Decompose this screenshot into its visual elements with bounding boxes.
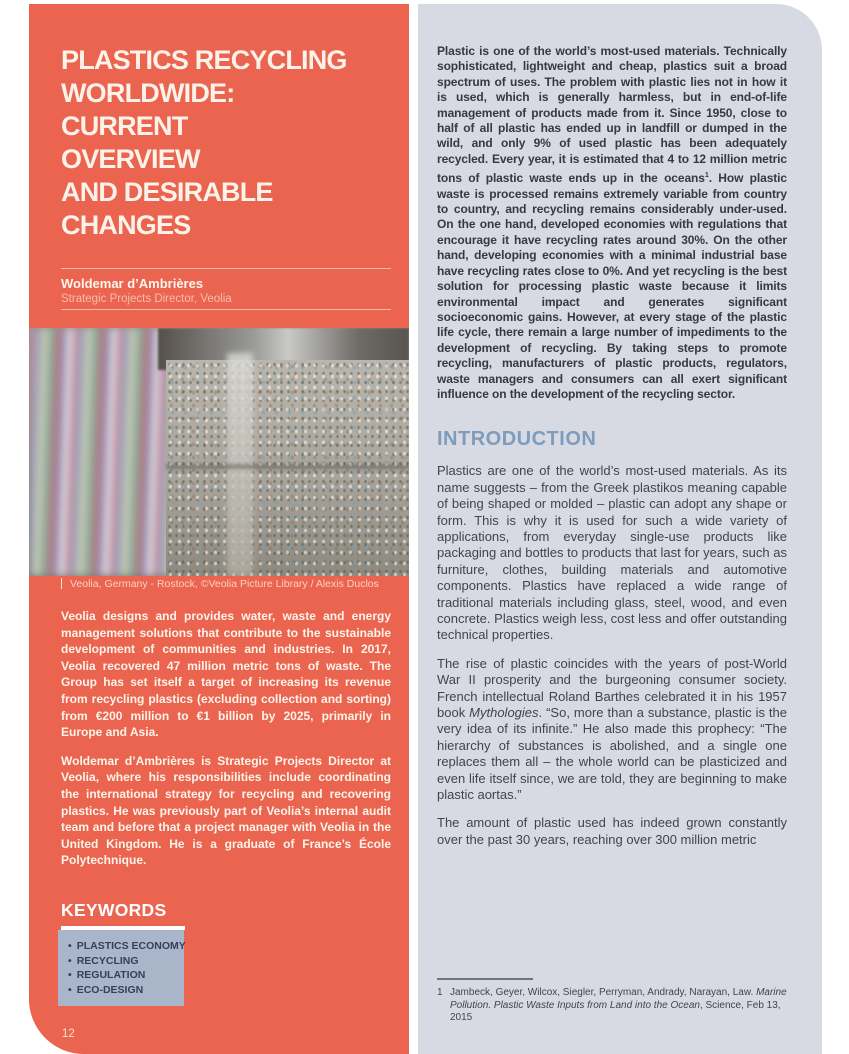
bio-paragraph-2: Woldemar d’Ambrières is Strategic Projects Director at Veolia, where his responsibilities include coordinating the international strategy for recycling and recovering plastics. He was previously part of Veolia’s internal audit team and before that a project manager with Veolia in the United Kingdom. He is a graduate of France’s École Polytechnique. bbox=[61, 753, 391, 868]
lead-text-2: . How plastic waste is processed remains extremely variable from country to country, and recycling remains considerably under-used. On the one hand, developed economies with regulations that encourage it have recycling rates around 30%. On the other hand, developing economies with a minimal industrial base have recycling rates close to 0%. And yet recycling is the best solution for processing plastic waste because it limits environmental impact and generates significant socioeconomic gains. However, at every stage of the plastic life cycle, there remain a large number of impediments to the development of recycling. By taking steps to promote recycling, manufacturers of plastic products, regulators, waste managers and consumers can all exert significant influence on the development of the recycling sector. bbox=[437, 171, 787, 401]
keyword-item bbox=[68, 983, 176, 998]
intro-paragraph-3: The amount of plastic used has indeed grown constantly over the past 30 years, reaching over 300 million metric bbox=[437, 815, 787, 847]
keyword-label: REGULATION bbox=[76, 969, 146, 981]
lead-paragraph bbox=[437, 44, 787, 402]
title-line: CURRENT bbox=[61, 111, 188, 141]
keyword-label: ECO-DESIGN bbox=[76, 983, 144, 996]
author-name: Woldemar d’Ambrières bbox=[61, 276, 204, 291]
photo-bale-seam bbox=[166, 464, 409, 469]
book-title: Mythologies bbox=[469, 705, 539, 721]
bio-paragraph-1: Veolia designs and provides water, waste and energy management solutions that contribute to the sustainable development of communities and industries. In 2017, Veolia recovered 47 million metric tons of waste. The Group has set itself a target of increasing its revenue from recycling plastics (excluding collection and sorting) from €200 million to €1 billion by 2025, primarily in Europe and Asia. bbox=[61, 609, 391, 740]
footnote bbox=[437, 987, 787, 1025]
left-orange-panel bbox=[29, 4, 409, 1054]
footnote-divider bbox=[437, 978, 533, 980]
photo-caption bbox=[61, 578, 401, 590]
intro-paragraph-1: Plastics are one of the world’s most-used materials. As its name suggests – from the Greek plastikos meaning capable of being shaped or molded – plastic can adopt any shape or form. This is why it is used for such a wide variety of applications, from everyday single-use products like packaging and bottles to products that last for years, such as furniture, clothes, building materials and automotive components. Plastics have replaced a wide range of traditional materials including glass, steel, wood, and even concrete. Plastics weigh less, cost less and offer outstanding technical properties. bbox=[437, 463, 787, 643]
keyword-label: RECYCLING bbox=[76, 954, 139, 967]
title-line: WORLDWIDE: bbox=[61, 78, 235, 108]
bullet-icon: • bbox=[68, 940, 72, 952]
keywords-heading: KEYWORDS bbox=[61, 900, 167, 920]
keyword-item bbox=[68, 968, 176, 983]
keyword-item bbox=[68, 954, 176, 969]
title-line: CHANGES bbox=[61, 210, 191, 240]
article-title bbox=[61, 44, 401, 242]
keyword-item bbox=[68, 939, 186, 954]
page-number: 12 bbox=[62, 1028, 75, 1040]
caption-tick-icon bbox=[61, 578, 62, 589]
footnote-title-italic: Marine Pollution. Plastic Waste Inputs from Land into the Ocean bbox=[450, 987, 787, 1011]
keywords-box bbox=[58, 930, 184, 1006]
divider-line bbox=[61, 309, 391, 310]
title-line: PLASTICS RECYCLING bbox=[61, 45, 347, 75]
footnote-authors: Jambeck, Geyer, Wilcox, Siegler, Perryman, Andrady, Narayan, Law. bbox=[450, 987, 757, 998]
title-line: OVERVIEW bbox=[61, 144, 200, 174]
photo-caption-text: Veolia, Germany - Rostock, ©Veolia Picture Library / Alexis Duclos bbox=[70, 578, 379, 590]
intro-paragraph-2 bbox=[437, 656, 787, 804]
author-bio bbox=[61, 608, 391, 881]
title-line: AND DESIRABLE bbox=[61, 177, 273, 207]
paragraph-text: . “So, more than a substance, plastic is the very idea of its infinite.” He also made this prophecy: “The hierarchy of substances is abolished, and a single one replaces them all – the whole world can be plasticized and even life itself since, we are told, they are beginning to make plastic aortas.” bbox=[437, 705, 787, 803]
paragraph-text: The rise of plastic coincides with the years of post-World War II prosperity and the burgeoning consumer society. French intellectual Roland Barthes celebrated it in his 1957 book bbox=[437, 655, 787, 721]
right-gray-panel bbox=[418, 4, 822, 1054]
footnote-marker: 1 bbox=[704, 170, 709, 180]
introduction-heading: INTRODUCTION bbox=[437, 428, 597, 451]
footnote-number: 1 bbox=[437, 987, 443, 998]
recycling-plant-photo bbox=[29, 328, 409, 576]
bullet-icon: • bbox=[68, 983, 72, 996]
keywords-section bbox=[29, 894, 409, 1054]
footnote-text bbox=[450, 987, 787, 1025]
keyword-label: PLASTICS ECONOMY bbox=[76, 940, 186, 952]
divider-line bbox=[61, 268, 391, 269]
bullet-icon: • bbox=[68, 954, 72, 967]
footnote-source: , Science, Feb 13, 2015 bbox=[450, 999, 781, 1023]
bullet-icon: • bbox=[68, 969, 72, 981]
author-role: Strategic Projects Director, Veolia bbox=[61, 293, 232, 305]
lead-text-1: Plastic is one of the world’s most-used materials. Technically sophisticated, lightweight and cheap, plastics suit a broad spectrum of uses. The problem with plastic lies not in how it is used, which is generally harmless, but in end-of-life management of products made from it. Since 1950, close to half of all plastic has ended up in landfill or dumped in the wild, and only 9% of used plastic has been adequately recycled. Every year, it is estimated that 4 to 12 million metric tons of plastic waste ends up in the oceans bbox=[437, 44, 787, 186]
footnote-section bbox=[418, 970, 822, 1054]
